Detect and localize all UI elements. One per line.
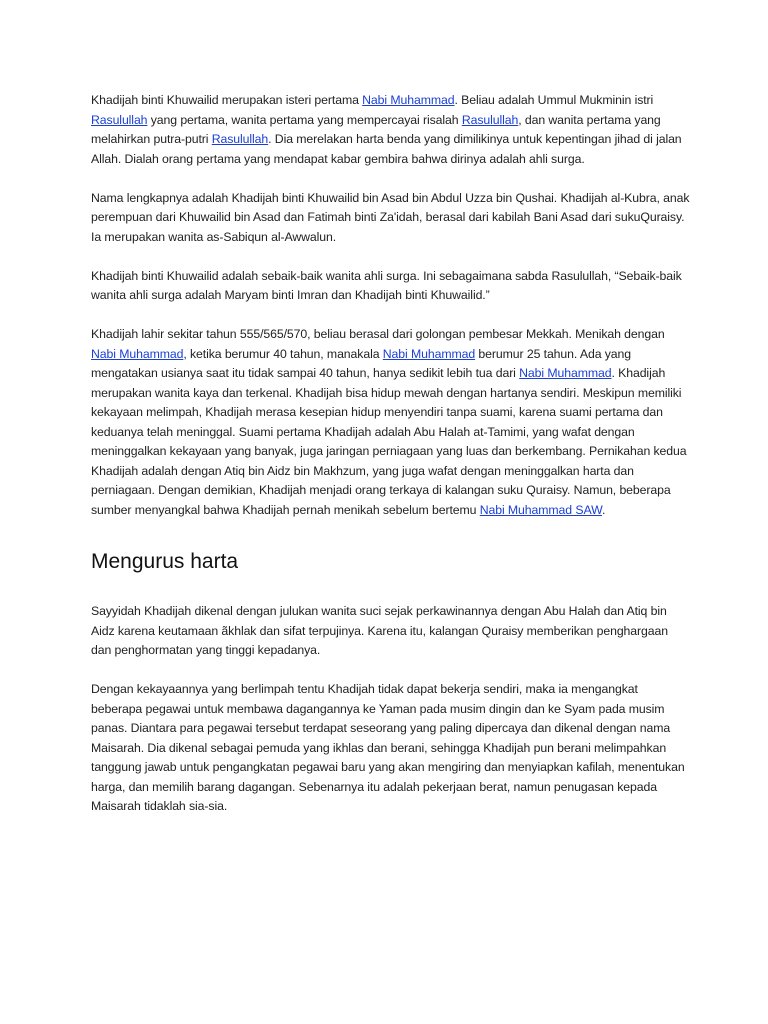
- text-segment: Khadijah lahir sekitar tahun 555/565/570, beliau berasal dari golongan pembesar Mekkah. Menikah dengan: [91, 327, 665, 341]
- link-nabi-muhammad-saw[interactable]: Nabi Muhammad SAW: [479, 502, 602, 517]
- paragraph-hadith: Khadijah binti Khuwailid adalah sebaik-baik wanita ahli surga. Ini sebagaimana sabda Rasulullah, “Sebaik-baik wanita ahli surga adalah Maryam binti Imran dan Khadijah binti Khuwailid.”: [91, 268, 682, 302]
- text-segment: .: [601, 502, 606, 517]
- text-segment: . Khadijah merupakan wanita kaya dan terkenal. Khadijah bisa hidup mewah dengan hartanya sendiri. Meskipun memiliki kekayaan melimpah, Khadijah merasa kesepian hidup menyendiri tanpa suami, karena suami pertama dan keduanya telah meninggal. Suami pertama Khadijah adalah Abu Halah at-Tamimi, yang wafat dengan meninggalkan kekayaan yang banyak, juga jaringan perniagaan yang luas dan berkembang. Pernikahan kedua Khadijah adalah dengan Atiq bin Aidz bin Makhzum, yang juga wafat dengan meninggalkan harta dan perniagaan. Dengan demikian, Khadijah menjadi orang terkaya di kalangan suku Quraisy. Namun, beberapa sumber menyangkal bahwa Khadijah pernah menikah sebelum bertemu: [91, 366, 687, 517]
- text-segment: Khadijah binti Khuwailid merupakan isteri pertama: [91, 93, 363, 107]
- paragraph-full-name: Nama lengkapnya adalah Khadijah binti Khuwailid bin Asad bin Abdul Uzza bin Qushai. Khadijah al-Kubra, anak perempuan dari Khuwailid bin Asad dan Fatimah binti Za'idah, berasal dari kabilah Bani Asad dari sukuQuraisy. Ia merupakan wanita as-Sabiqun al-Awwalun.: [91, 190, 690, 244]
- paragraph-biography: [91, 325, 691, 520]
- article-body: [91, 91, 691, 836]
- link-rasulullah[interactable]: Rasulullah: [91, 112, 148, 127]
- link-rasulullah[interactable]: Rasulullah: [211, 132, 269, 146]
- text-segment: yang pertama, wanita pertama yang mempercayai risalah: [147, 112, 462, 127]
- text-segment: . Beliau adalah Ummul Mukminin istri: [454, 93, 654, 107]
- link-nabi-muhammad[interactable]: Nabi Muhammad: [519, 366, 612, 380]
- link-nabi-muhammad[interactable]: Nabi Muhammad: [382, 346, 476, 361]
- link-rasulullah[interactable]: Rasulullah: [461, 112, 519, 127]
- section-heading: Mengurus harta: [91, 550, 239, 573]
- paragraph-intro: [91, 91, 691, 169]
- text-segment: berumur 25 tahun. Ada yang mengatakan usianya saat itu tidak sampai 40 tahun, hanya sedikit lebih tua dari: [91, 346, 632, 380]
- paragraph-maisarah: Dengan kekayaannya yang berlimpah tentu Khadijah tidak dapat bekerja sendiri, maka ia mengangkat beberapa pegawai untuk membawa dagangannya ke Yaman pada musim dingin dan ke Syam pada musim panas. Diantara para pegawai tersebut terdapat seseorang yang paling dipercaya dan dikenal dengan nama Maisarah. Dia dikenal sebagai pemuda yang ikhlas dan berani, sehingga Khadijah pun berani melimpahkan tanggung jawab untuk pengangkatan pegawai baru yang akan mengiring dan menyiapkan kafilah, menentukan harga, dan memilih barang dagangan. Sebenarnya itu adalah pekerjaan berat, namun penugasan kepada Maisarah tidaklah sia-sia.: [91, 682, 685, 813]
- text-segment: . Dia merelakan harta benda yang dimilikinya untuk kepentingan jihad di jalan Allah. Dialah orang pertama yang mendapat kabar gembira bahwa dirinya adalah ahli surga.: [91, 132, 682, 166]
- text-segment: , ketika berumur 40 tahun, manakala: [183, 346, 383, 361]
- link-nabi-muhammad[interactable]: Nabi Muhammad: [362, 93, 455, 107]
- text-segment: , dan wanita pertama yang melahirkan putra-putri: [91, 112, 661, 146]
- paragraph-reputation: Sayyidah Khadijah dikenal dengan julukan wanita suci sejak perkawinannya dengan Abu Halah dan Atiq bin Aidz karena keutamaan ãkhlak dan sifat terpujinya. Karena itu, kalangan Quraisy memberikan penghargaan dan penghormatan yang tinggi kepadanya.: [91, 604, 668, 657]
- link-nabi-muhammad[interactable]: Nabi Muhammad: [91, 346, 184, 361]
